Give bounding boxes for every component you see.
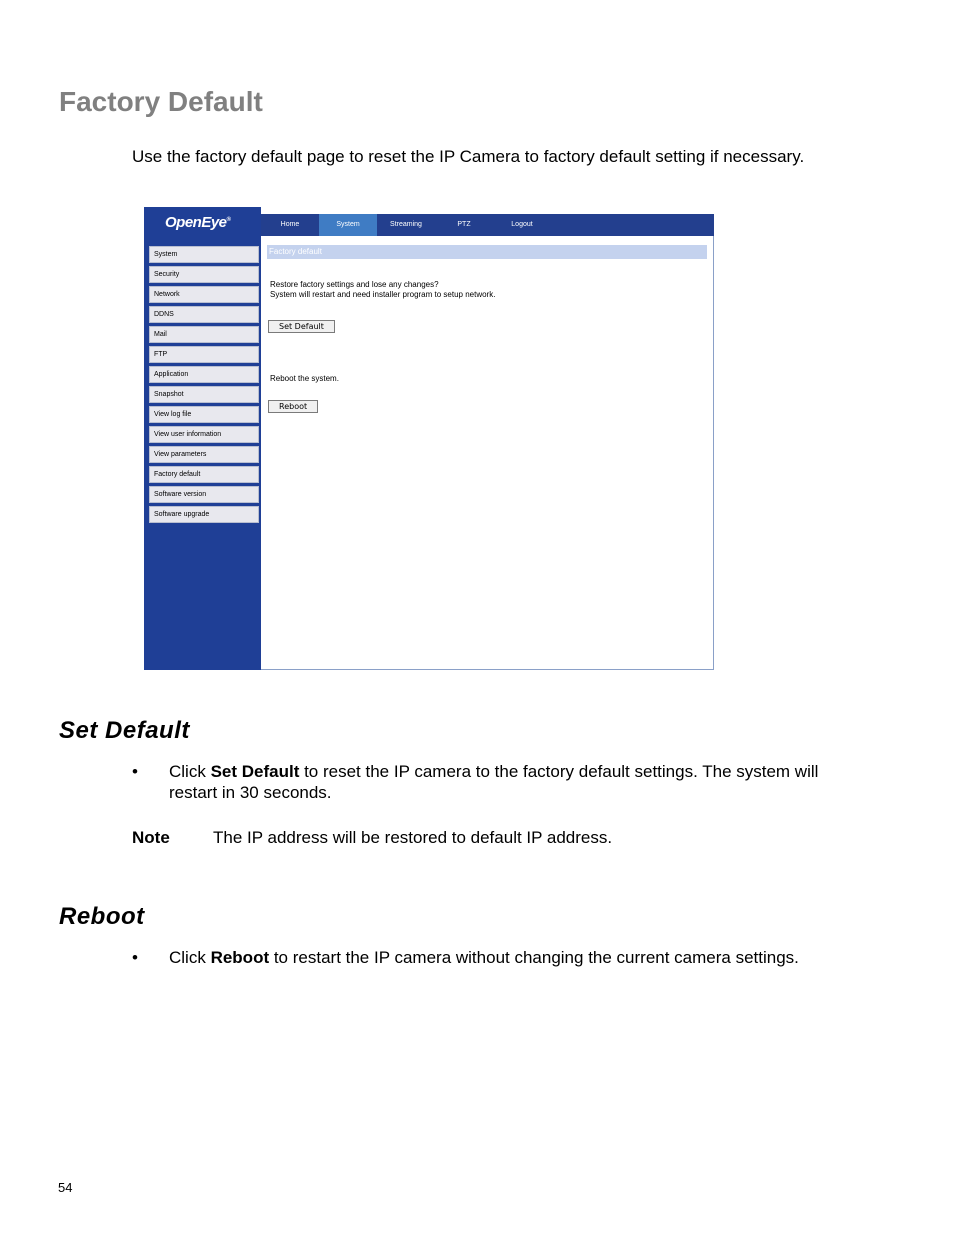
- sidebar-item-view-parameters[interactable]: View parameters: [149, 446, 259, 463]
- reboot-bullet-text: [169, 947, 859, 968]
- tab-streaming[interactable]: Streaming: [390, 221, 422, 228]
- tab-system[interactable]: System: [319, 214, 377, 236]
- restore-warning-line-2: System will restart and need installer program to setup network.: [270, 290, 496, 299]
- set-default-bullet-text: [169, 761, 859, 803]
- bullet-dot: •: [132, 948, 138, 967]
- reboot-heading: Reboot: [59, 903, 145, 930]
- logo-mark: ®: [226, 217, 231, 223]
- set-default-bullet: [132, 761, 852, 805]
- reboot-button[interactable]: Reboot: [268, 400, 318, 413]
- sidebar-item-software-upgrade[interactable]: Software upgrade: [149, 506, 259, 523]
- logo-text: OpenEye: [165, 214, 227, 231]
- tab-home[interactable]: Home: [280, 221, 300, 228]
- sidebar-item-network[interactable]: Network: [149, 286, 259, 303]
- bullet-prefix: Click: [169, 762, 211, 781]
- bullet-rest: to reset the IP camera to the factory default settings. The system will restart in 30 seconds.: [169, 762, 819, 802]
- bullet-prefix: Click: [169, 948, 211, 967]
- sidebar-item-snapshot[interactable]: Snapshot: [149, 386, 259, 403]
- sidebar-item-application[interactable]: Application: [149, 366, 259, 383]
- tab-logout[interactable]: Logout: [511, 221, 533, 228]
- sidebar-item-system[interactable]: System: [149, 246, 259, 263]
- page-number: 54: [58, 1180, 73, 1195]
- sidebar-item-mail[interactable]: Mail: [149, 326, 259, 343]
- section-header: Factory default: [267, 245, 707, 259]
- reboot-description: Reboot the system.: [270, 374, 339, 383]
- sidebar-item-ftp[interactable]: FTP: [149, 346, 259, 363]
- bullet-rest: to restart the IP camera without changing the current camera settings.: [269, 948, 799, 967]
- set-default-button[interactable]: Set Default: [268, 320, 335, 333]
- content-panel: [261, 236, 714, 670]
- sidebar-item-software-version[interactable]: Software version: [149, 486, 259, 503]
- reboot-bullet: [132, 947, 852, 969]
- intro-paragraph: Use the factory default page to reset the IP Camera to factory default setting if necessary.: [132, 147, 805, 166]
- camera-ui-screenshot: [144, 207, 714, 670]
- restore-warning-line-1: Restore factory settings and lose any changes?: [270, 280, 439, 289]
- bullet-dot: •: [132, 762, 138, 781]
- bullet-bold: Reboot: [210, 948, 270, 967]
- sidebar-item-ddns[interactable]: DDNS: [149, 306, 259, 323]
- page-title: Factory Default: [59, 86, 263, 117]
- openeye-logo: [165, 214, 230, 231]
- sidebar-item-view-user-information[interactable]: View user information: [149, 426, 259, 443]
- sidebar-item-security[interactable]: Security: [149, 266, 259, 283]
- bullet-bold: Set Default: [210, 762, 300, 781]
- set-default-heading: Set Default: [59, 717, 190, 744]
- sidebar-item-factory-default[interactable]: Factory default: [149, 466, 259, 483]
- note-label: Note: [132, 828, 170, 847]
- tab-ptz[interactable]: PTZ: [457, 221, 471, 228]
- sidebar-item-view-log-file[interactable]: View log file: [149, 406, 259, 423]
- note-text: The IP address will be restored to default IP address.: [213, 828, 613, 847]
